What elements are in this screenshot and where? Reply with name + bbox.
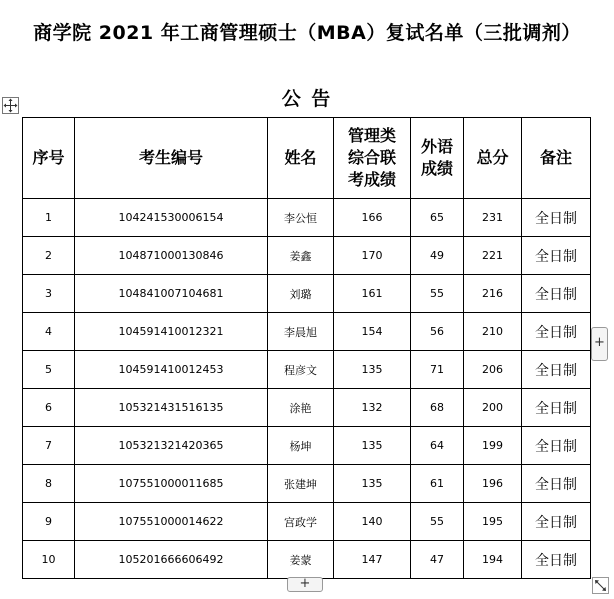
- header-lang-line1: 外语: [420, 137, 453, 156]
- cell-mgmt-score[interactable]: 154: [334, 313, 411, 351]
- cell-mgmt-score[interactable]: 166: [334, 199, 411, 237]
- cell-mgmt-score[interactable]: 140: [334, 503, 411, 541]
- table-row: [23, 275, 591, 313]
- cell-total[interactable]: 231: [464, 199, 522, 237]
- cell-name[interactable]: 李晨旭: [268, 313, 334, 351]
- cell-exam-no[interactable]: 107551000014622: [75, 503, 268, 541]
- add-row-button[interactable]: +: [287, 577, 323, 592]
- cell-lang-score[interactable]: 47: [411, 541, 464, 579]
- cell-mgmt-score[interactable]: 147: [334, 541, 411, 579]
- table-row: [23, 465, 591, 503]
- cell-name[interactable]: 李公恒: [268, 199, 334, 237]
- cell-name[interactable]: 程彦文: [268, 351, 334, 389]
- cell-mgmt-score[interactable]: 161: [334, 275, 411, 313]
- cell-name[interactable]: 宫政学: [268, 503, 334, 541]
- cell-total[interactable]: 199: [464, 427, 522, 465]
- cell-seq[interactable]: 9: [23, 503, 75, 541]
- cell-exam-no[interactable]: 105201666606492: [75, 541, 268, 579]
- cell-seq[interactable]: 1: [23, 199, 75, 237]
- candidate-table: [22, 117, 591, 579]
- cell-exam-no[interactable]: 105321321420365: [75, 427, 268, 465]
- document-title: 商学院 2021 年工商管理硕士（MBA）复试名单（三批调剂）: [33, 22, 581, 44]
- cell-total[interactable]: 216: [464, 275, 522, 313]
- cell-total[interactable]: 194: [464, 541, 522, 579]
- header-lang-line2: 成绩: [420, 159, 453, 178]
- cell-name[interactable]: 杨坤: [268, 427, 334, 465]
- header-total[interactable]: 总分: [464, 118, 522, 199]
- cell-lang-score[interactable]: 55: [411, 275, 464, 313]
- cell-seq[interactable]: 8: [23, 465, 75, 503]
- table-row: [23, 237, 591, 275]
- resize-diagonal-icon: [593, 578, 608, 593]
- header-note[interactable]: 备注: [522, 118, 591, 199]
- cell-note[interactable]: 全日制: [522, 237, 591, 275]
- cell-exam-no[interactable]: 105321431516135: [75, 389, 268, 427]
- header-seq[interactable]: 序号: [23, 118, 75, 199]
- cell-total[interactable]: 195: [464, 503, 522, 541]
- cell-lang-score[interactable]: 61: [411, 465, 464, 503]
- header-mgmt-score[interactable]: [334, 118, 411, 199]
- table-row: [23, 389, 591, 427]
- cell-note[interactable]: 全日制: [522, 541, 591, 579]
- cell-total[interactable]: 200: [464, 389, 522, 427]
- cell-seq[interactable]: 4: [23, 313, 75, 351]
- table-resize-handle[interactable]: [592, 577, 609, 594]
- cell-note[interactable]: 全日制: [522, 275, 591, 313]
- cell-name[interactable]: 涂艳: [268, 389, 334, 427]
- cell-note[interactable]: 全日制: [522, 503, 591, 541]
- cell-lang-score[interactable]: 71: [411, 351, 464, 389]
- notice-title: 公 告: [281, 88, 333, 110]
- cell-note[interactable]: 全日制: [522, 351, 591, 389]
- cell-exam-no[interactable]: 104841007104681: [75, 275, 268, 313]
- cell-exam-no[interactable]: 104241530006154: [75, 199, 268, 237]
- cell-lang-score[interactable]: 49: [411, 237, 464, 275]
- table-row: [23, 541, 591, 579]
- cell-lang-score[interactable]: 68: [411, 389, 464, 427]
- cell-lang-score[interactable]: 64: [411, 427, 464, 465]
- cell-total[interactable]: 196: [464, 465, 522, 503]
- cell-note[interactable]: 全日制: [522, 313, 591, 351]
- cell-note[interactable]: 全日制: [522, 199, 591, 237]
- table-row: [23, 313, 591, 351]
- header-mgmt-line1: 管理类: [347, 126, 396, 145]
- header-lang-score[interactable]: [411, 118, 464, 199]
- cell-lang-score[interactable]: 65: [411, 199, 464, 237]
- header-exam-no[interactable]: 考生编号: [75, 118, 268, 199]
- cell-mgmt-score[interactable]: 132: [334, 389, 411, 427]
- cell-lang-score[interactable]: 55: [411, 503, 464, 541]
- cell-name[interactable]: 姜蒙: [268, 541, 334, 579]
- cell-exam-no[interactable]: 107551000011685: [75, 465, 268, 503]
- header-mgmt-line3: 考成绩: [347, 170, 396, 189]
- header-mgmt-line2: 综合联: [347, 148, 396, 167]
- cell-mgmt-score[interactable]: 170: [334, 237, 411, 275]
- cell-total[interactable]: 210: [464, 313, 522, 351]
- cell-seq[interactable]: 2: [23, 237, 75, 275]
- cell-note[interactable]: 全日制: [522, 427, 591, 465]
- cell-name[interactable]: 张建坤: [268, 465, 334, 503]
- table-row: [23, 199, 591, 237]
- cell-name[interactable]: 姜鑫: [268, 237, 334, 275]
- cell-seq[interactable]: 6: [23, 389, 75, 427]
- cell-seq[interactable]: 7: [23, 427, 75, 465]
- cell-note[interactable]: 全日制: [522, 465, 591, 503]
- table-row: [23, 351, 591, 389]
- cell-mgmt-score[interactable]: 135: [334, 427, 411, 465]
- cell-seq[interactable]: 10: [23, 541, 75, 579]
- table-row: [23, 427, 591, 465]
- cell-seq[interactable]: 5: [23, 351, 75, 389]
- cell-total[interactable]: 221: [464, 237, 522, 275]
- add-column-button[interactable]: +: [591, 327, 608, 361]
- cell-name[interactable]: 刘璐: [268, 275, 334, 313]
- header-name[interactable]: 姓名: [268, 118, 334, 199]
- cell-mgmt-score[interactable]: 135: [334, 351, 411, 389]
- table-header-row: [23, 118, 591, 199]
- cell-lang-score[interactable]: 56: [411, 313, 464, 351]
- cell-exam-no[interactable]: 104871000130846: [75, 237, 268, 275]
- cell-mgmt-score[interactable]: 135: [334, 465, 411, 503]
- table-row: [23, 503, 591, 541]
- cell-note[interactable]: 全日制: [522, 389, 591, 427]
- cell-seq[interactable]: 3: [23, 275, 75, 313]
- cell-exam-no[interactable]: 104591410012321: [75, 313, 268, 351]
- cell-exam-no[interactable]: 104591410012453: [75, 351, 268, 389]
- cell-total[interactable]: 206: [464, 351, 522, 389]
